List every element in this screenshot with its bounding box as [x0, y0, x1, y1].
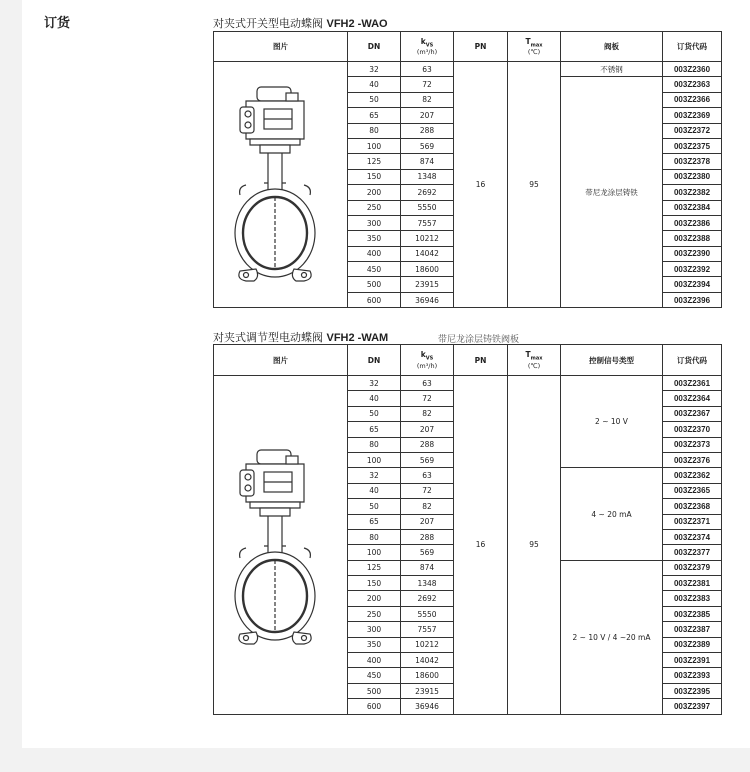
kvs-cell: 569	[401, 138, 454, 153]
kvs-cell: 72	[401, 77, 454, 92]
wao-header-dn: DN	[348, 32, 401, 62]
dn-cell: 250	[348, 606, 401, 621]
wao-title-prefix: 对夹式开关型电动蝶阀	[213, 17, 327, 30]
dn-cell: 150	[348, 169, 401, 184]
wam-title-model: VFH2 -WAM	[326, 332, 389, 344]
wao-order-table	[213, 31, 722, 308]
signal-type-cell: 2 ~ 10 V / 4 ~20 mA	[561, 560, 663, 714]
kvs-cell: 288	[401, 437, 454, 452]
dn-cell: 350	[348, 231, 401, 246]
kvs-cell: 288	[401, 529, 454, 544]
order-code-cell: 003Z2366	[663, 92, 722, 107]
wam-header-dn: DN	[348, 345, 401, 376]
dn-cell: 50	[348, 92, 401, 107]
kvs-cell: 14042	[401, 246, 454, 261]
kvs-cell: 63	[401, 376, 454, 391]
dn-cell: 300	[348, 215, 401, 230]
kvs-cell: 82	[401, 406, 454, 421]
order-code-cell: 003Z2377	[663, 545, 722, 560]
dn-cell: 300	[348, 622, 401, 637]
order-code-cell: 003Z2379	[663, 560, 722, 575]
kvs-cell: 874	[401, 560, 454, 575]
wam-header-pn: PN	[454, 345, 508, 376]
order-code-cell: 003Z2368	[663, 499, 722, 514]
kvs-cell: 36946	[401, 699, 454, 714]
order-code-cell: 003Z2373	[663, 437, 722, 452]
kvs-cell: 207	[401, 422, 454, 437]
wao-valve-picture	[214, 62, 348, 308]
dn-cell: 80	[348, 437, 401, 452]
order-code-cell: 003Z2381	[663, 576, 722, 591]
dn-cell: 65	[348, 422, 401, 437]
wao-header-kvs: $k_{VS}$ (m³/h)	[401, 32, 454, 62]
kvs-cell: 82	[401, 499, 454, 514]
dn-cell: 100	[348, 545, 401, 560]
dn-cell: 400	[348, 653, 401, 668]
dn-cell: 32	[348, 62, 401, 77]
order-code-cell: 003Z2391	[663, 653, 722, 668]
wao-header-picture: 图片	[214, 32, 348, 62]
section-label-ordering: 订货	[44, 16, 71, 31]
order-code-cell: 003Z2392	[663, 262, 722, 277]
signal-type-cell: 4 ~ 20 mA	[561, 468, 663, 560]
dn-cell: 200	[348, 591, 401, 606]
kvs-cell: 23915	[401, 277, 454, 292]
kvs-cell: 1348	[401, 169, 454, 184]
dn-cell: 100	[348, 138, 401, 153]
kvs-cell: 36946	[401, 292, 454, 307]
kvs-cell: 5550	[401, 606, 454, 621]
dn-cell: 600	[348, 699, 401, 714]
dn-cell: 450	[348, 668, 401, 683]
dn-cell: 50	[348, 499, 401, 514]
order-code-cell: 003Z2362	[663, 468, 722, 483]
wao-header-row	[214, 32, 722, 62]
order-code-cell: 003Z2396	[663, 292, 722, 307]
order-code-cell: 003Z2372	[663, 123, 722, 138]
order-code-cell: 003Z2360	[663, 62, 722, 77]
wao-title-model: VFH2 -WAO	[326, 18, 388, 30]
order-code-cell: 003Z2389	[663, 637, 722, 652]
wam-header-tmax: $T_{max}$ (℃)	[508, 345, 561, 376]
kvs-cell: 14042	[401, 653, 454, 668]
wao-title	[213, 15, 388, 31]
kvs-cell: 207	[401, 108, 454, 123]
wam-title	[213, 329, 388, 345]
order-code-cell: 003Z2390	[663, 246, 722, 261]
order-code-cell: 003Z2394	[663, 277, 722, 292]
order-code-cell: 003Z2382	[663, 185, 722, 200]
wao-header-tmax: $T_{max}$ (℃)	[508, 32, 561, 62]
wam-header-kvs: $k_{VS}$ (m³/h)	[401, 345, 454, 376]
dn-cell: 40	[348, 483, 401, 498]
order-code-cell: 003Z2376	[663, 452, 722, 467]
order-code-cell: 003Z2385	[663, 606, 722, 621]
order-code-cell: 003Z2364	[663, 391, 722, 406]
wam-tmax-cell: 95	[508, 376, 561, 715]
wam-valve-picture	[214, 376, 348, 715]
wao-pn-cell: 16	[454, 62, 508, 308]
dn-cell: 80	[348, 529, 401, 544]
order-code-cell: 003Z2375	[663, 138, 722, 153]
wam-note: 带尼龙涂层铸铁阀板	[438, 335, 520, 345]
kvs-cell: 18600	[401, 262, 454, 277]
table-row	[214, 62, 722, 77]
order-code-cell: 003Z2387	[663, 622, 722, 637]
kvs-cell: 2692	[401, 591, 454, 606]
dn-cell: 400	[348, 246, 401, 261]
wam-order-table	[213, 344, 722, 715]
kvs-cell: 72	[401, 483, 454, 498]
kvs-cell: 63	[401, 62, 454, 77]
order-code-cell: 003Z2383	[663, 591, 722, 606]
butterfly-valve-icon	[234, 448, 326, 650]
order-code-cell: 003Z2397	[663, 699, 722, 714]
order-code-cell: 003Z2386	[663, 215, 722, 230]
order-code-cell: 003Z2374	[663, 529, 722, 544]
dn-cell: 450	[348, 262, 401, 277]
kvs-cell: 5550	[401, 200, 454, 215]
order-code-cell: 003Z2378	[663, 154, 722, 169]
order-code-cell: 003Z2367	[663, 406, 722, 421]
dn-cell: 65	[348, 108, 401, 123]
order-code-cell: 003Z2388	[663, 231, 722, 246]
dn-cell: 200	[348, 185, 401, 200]
dn-cell: 150	[348, 576, 401, 591]
wam-header-code: 订货代码	[663, 345, 722, 376]
wao-disc-coated-iron-cell: 带尼龙涂层铸铁	[561, 77, 663, 308]
dn-cell: 600	[348, 292, 401, 307]
dn-cell: 100	[348, 452, 401, 467]
dn-cell: 500	[348, 683, 401, 698]
wao-header-pn: PN	[454, 32, 508, 62]
wao-header-disc: 阀板	[561, 32, 663, 62]
kvs-cell: 72	[401, 391, 454, 406]
order-code-cell: 003Z2370	[663, 422, 722, 437]
kvs-cell: 7557	[401, 622, 454, 637]
dn-cell: 65	[348, 514, 401, 529]
butterfly-valve-icon	[234, 85, 326, 287]
dn-cell: 32	[348, 468, 401, 483]
kvs-cell: 23915	[401, 683, 454, 698]
kvs-cell: 7557	[401, 215, 454, 230]
order-code-cell: 003Z2371	[663, 514, 722, 529]
table-row	[214, 376, 722, 391]
wao-tmax-cell: 95	[508, 62, 561, 308]
dn-cell: 40	[348, 77, 401, 92]
kvs-cell: 569	[401, 452, 454, 467]
kvs-cell: 569	[401, 545, 454, 560]
wao-header-code: 订货代码	[663, 32, 722, 62]
order-code-cell: 003Z2369	[663, 108, 722, 123]
signal-type-cell: 2 ~ 10 V	[561, 376, 663, 468]
order-code-cell: 003Z2395	[663, 683, 722, 698]
wam-title-prefix: 对夹式调节型电动蝶阀	[213, 331, 327, 344]
kvs-cell: 18600	[401, 668, 454, 683]
wam-header-picture: 图片	[214, 345, 348, 376]
kvs-cell: 288	[401, 123, 454, 138]
kvs-cell: 874	[401, 154, 454, 169]
dn-cell: 125	[348, 560, 401, 575]
wam-header-row	[214, 345, 722, 376]
order-code-cell: 003Z2393	[663, 668, 722, 683]
order-code-cell: 003Z2361	[663, 376, 722, 391]
wam-header-signal: 控制信号类型	[561, 345, 663, 376]
kvs-cell: 207	[401, 514, 454, 529]
kvs-cell: 2692	[401, 185, 454, 200]
wao-disc-stainless-cell: 不锈钢	[561, 62, 663, 77]
order-code-cell: 003Z2380	[663, 169, 722, 184]
dn-cell: 50	[348, 406, 401, 421]
order-code-cell: 003Z2363	[663, 77, 722, 92]
dn-cell: 500	[348, 277, 401, 292]
dn-cell: 250	[348, 200, 401, 215]
dn-cell: 350	[348, 637, 401, 652]
kvs-cell: 1348	[401, 576, 454, 591]
dn-cell: 32	[348, 376, 401, 391]
kvs-cell: 82	[401, 92, 454, 107]
wam-pn-cell: 16	[454, 376, 508, 715]
dn-cell: 80	[348, 123, 401, 138]
dn-cell: 40	[348, 391, 401, 406]
kvs-cell: 10212	[401, 231, 454, 246]
order-code-cell: 003Z2384	[663, 200, 722, 215]
kvs-cell: 10212	[401, 637, 454, 652]
order-code-cell: 003Z2365	[663, 483, 722, 498]
dn-cell: 125	[348, 154, 401, 169]
kvs-cell: 63	[401, 468, 454, 483]
